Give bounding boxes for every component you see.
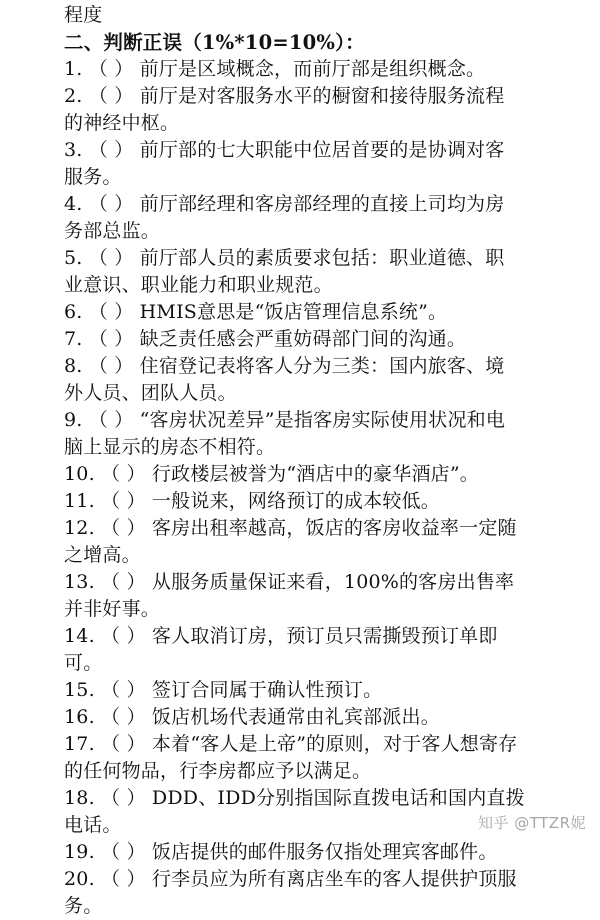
- document-line: 务部总监。: [64, 220, 161, 242]
- document-line: 4. （ ） 前厅部经理和客房部经理的直接上司均为房: [64, 193, 505, 215]
- document-line: 15. （ ） 签订合同属于确认性预订。: [64, 679, 383, 701]
- document-line: 6. （ ） HMIS意思是“饭店管理信息系统”。: [64, 301, 448, 323]
- document-line: 3. （ ） 前厅部的七大职能中位居首要的是协调对客: [64, 139, 505, 161]
- document-line: 14. （ ） 客人取消订房，预订员只需撕毁预订单即: [64, 625, 498, 647]
- section-heading: 二、判断正误（1%*10=10%）：: [64, 31, 365, 54]
- top-fragment: 程度: [64, 4, 103, 26]
- document-line: 7. （ ） 缺乏责任感会严重妨碍部门间的沟通。: [64, 328, 467, 350]
- document-line: 5. （ ） 前厅部人员的素质要求包括：职业道德、职: [64, 247, 505, 269]
- document-line: 的神经中枢。: [64, 112, 180, 134]
- document-line: 务。: [64, 895, 103, 917]
- document-line: 并非好事。: [64, 598, 161, 620]
- document-line: 18. （ ） DDD、IDD分别指国际直拨电话和国内直拨: [64, 787, 525, 809]
- document-line: 12. （ ） 客房出租率越高，饭店的客房收益率一定随: [64, 517, 517, 539]
- document-line: 电话。: [64, 814, 122, 836]
- document-line: 19. （ ） 饭店提供的邮件服务仅指处理宾客邮件。: [64, 841, 498, 863]
- question-list: [64, 56, 564, 920]
- document-line: 外人员、团队人员。: [64, 382, 237, 404]
- document-line: 10. （ ） 行政楼层被誉为“酒店中的豪华酒店”。: [64, 463, 479, 485]
- document-line: 可。: [64, 652, 103, 674]
- document-line: 9. （ ） “客房状况差异”是指客房实际使用状况和电: [64, 409, 506, 431]
- document-line: 17. （ ） 本着“客人是上帝”的原则，对于客人想寄存: [64, 733, 518, 755]
- document-line: 的任何物品，行李房都应予以满足。: [64, 760, 372, 782]
- document-line: 16. （ ） 饭店机场代表通常由礼宾部派出。: [64, 706, 440, 728]
- watermark: 知乎 @TTZR妮: [477, 814, 586, 832]
- document-line: 业意识、职业能力和职业规范。: [64, 274, 333, 296]
- document-line: 8. （ ） 住宿登记表将客人分为三类：国内旅客、境: [64, 355, 505, 377]
- document-line: 11. （ ） 一般说来，网络预订的成本较低。: [64, 490, 440, 512]
- document-line: 13. （ ） 从服务质量保证来看，100%的客房出售率: [64, 571, 515, 593]
- document-line: 20. （ ） 行李员应为所有离店坐车的客人提供护顶服: [64, 868, 517, 890]
- document-line: 1. （ ） 前厅是区域概念，而前厅部是组织概念。: [64, 58, 486, 80]
- document-line: 脑上显示的房态不相符。: [64, 436, 276, 458]
- document-line: 服务。: [64, 166, 122, 188]
- document-line: 2. （ ） 前厅是对客服务水平的橱窗和接待服务流程: [64, 85, 505, 107]
- document-line: 之增高。: [64, 544, 141, 566]
